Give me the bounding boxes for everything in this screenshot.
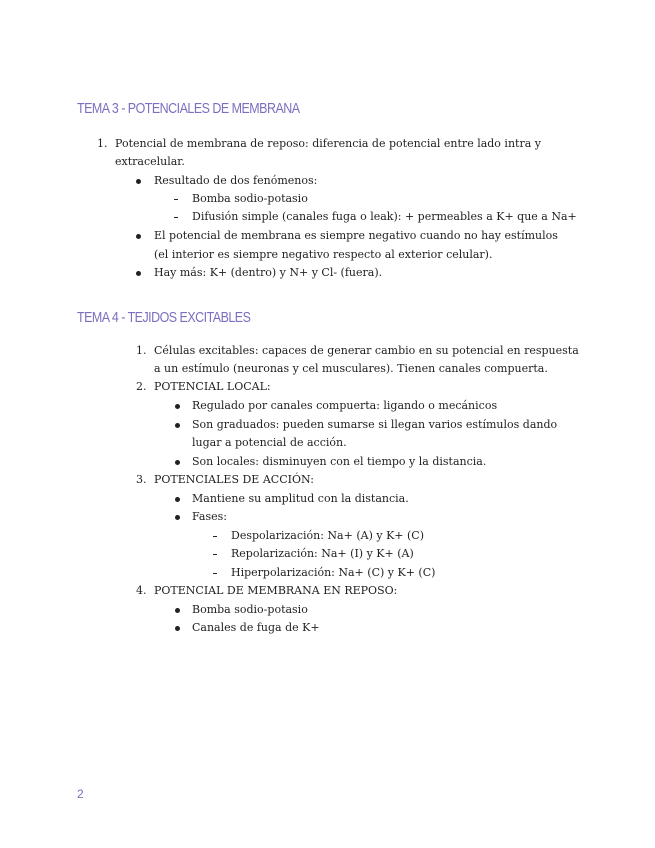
list-number: 4. [136,584,147,597]
bullet-text: El potencial de membrana es siempre negativo cuando no hay estímulos [154,229,558,242]
bullet-text: lugar a potencial de acción. [192,436,347,449]
dash-text: Difusión simple (canales fuga o leak): + permeables a K+ que a Na+ [192,210,577,223]
bullet-icon [175,460,180,465]
dash-icon [213,554,217,555]
dash-text: Hiperpolarización: Na+ (C) y K+ (C) [231,566,436,579]
dash-icon [174,199,178,200]
bullet-icon [136,271,141,276]
list-item-text: Células excitables: capaces de generar cambio en su potencial en respuesta [154,344,579,357]
dash-text: Despolarización: Na+ (A) y K+ (C) [231,529,424,542]
dash-icon [174,217,178,218]
list-item-text: POTENCIAL LOCAL: [154,380,271,393]
dash-text: Bomba sodio-potasio [192,192,308,205]
list-number: 1. [136,344,147,357]
bullet-text: Canales de fuga de K+ [192,621,320,634]
bullet-text: Mantiene su amplitud con la distancia. [192,492,409,505]
section-heading-tema-4: TEMA 4 - TEJIDOS EXCITABLES [77,310,251,326]
dash-icon [213,573,217,574]
bullet-text: Hay más: K+ (dentro) y N+ y Cl- (fuera). [154,266,383,279]
bullet-text: Fases: [192,510,227,523]
list-item-text: Potencial de membrana de reposo: diferencia de potencial entre lado intra y [115,137,541,150]
bullet-icon [175,608,180,613]
bullet-icon [175,423,180,428]
bullet-icon [175,404,180,409]
bullet-icon [136,234,141,239]
list-item-text: POTENCIALES DE ACCIÓN: [154,473,314,486]
bullet-text: Son graduados: pueden sumarse si llegan varios estímulos dando [192,418,558,431]
list-number: 1. [97,137,108,150]
bullet-icon [175,626,180,631]
section-heading-tema-3: TEMA 3 - POTENCIALES DE MEMBRANA [77,101,300,117]
dash-icon [213,536,217,537]
bullet-text: Bomba sodio-potasio [192,603,308,616]
bullet-icon [136,179,141,184]
list-number: 2. [136,380,147,393]
list-number: 3. [136,473,147,486]
bullet-text: Resultado de dos fenómenos: [154,174,318,187]
list-item-text: a un estímulo (neuronas y cel musculares). Tienen canales compuerta. [154,362,548,375]
bullet-icon [175,515,180,520]
bullet-icon [175,497,180,502]
page-number: 2 [77,787,84,801]
dash-text: Repolarización: Na+ (I) y K+ (A) [231,547,414,560]
bullet-text: Son locales: disminuyen con el tiempo y la distancia. [192,455,487,468]
bullet-text: Regulado por canales compuerta: ligando o mecánicos [192,399,498,412]
list-item-text: POTENCIAL DE MEMBRANA EN REPOSO: [154,584,398,597]
list-item-text: extracelular. [115,155,185,168]
bullet-text: (el interior es siempre negativo respecto al exterior celular). [154,248,493,261]
